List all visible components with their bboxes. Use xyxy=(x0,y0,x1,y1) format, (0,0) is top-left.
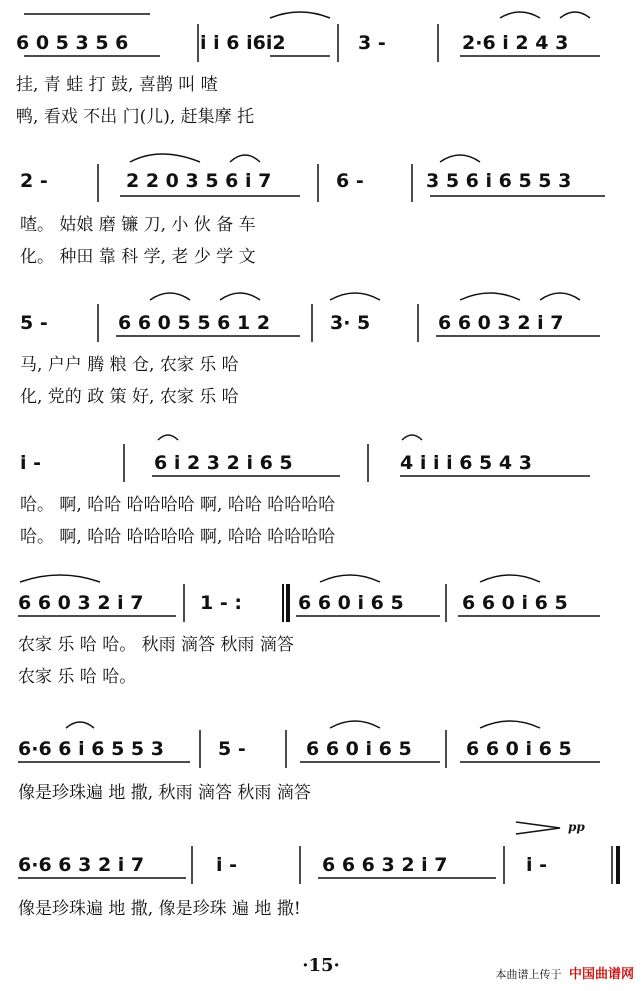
system-6-measure-2: 5 - xyxy=(218,738,246,760)
system-2-lyric-verse-1: 喳。 姑娘 磨 镰 刀, 小 伙 备 车 xyxy=(20,215,256,235)
system-4-measure-3: 4 i i i 6 5 4 3 xyxy=(400,452,532,474)
score-system-4 xyxy=(0,422,642,562)
system-4-lyric-verse-1: 哈。 啊, 哈哈 哈哈哈哈 啊, 哈哈 哈哈哈哈 xyxy=(20,495,336,515)
system-3-measure-1: 5 - xyxy=(20,312,48,334)
system-1-lyric-verse-1: 挂, 青 蛙 打 鼓, 喜鹊 叫 喳 xyxy=(16,75,218,95)
system-5-measure-2: 1 - : xyxy=(200,592,242,614)
system-1-measure-1: 6 0 5 3 5 6 xyxy=(16,32,129,54)
score-system-5 xyxy=(0,562,642,697)
system-3-measure-3: 3· 5 xyxy=(330,312,371,334)
system-7-lyric-verse-1: 像是珍珠遍 地 撒, 像是珍珠 遍 地 撒! xyxy=(18,899,301,919)
system-2-measure-2: 2 2 0 3 5 6 i 7 xyxy=(126,170,272,192)
system-1-measure-2: i i 6 i6i2 xyxy=(200,32,286,54)
score-system-7 xyxy=(0,816,642,936)
system-4-measure-2: 6 i 2 3 2 i 6 5 xyxy=(154,452,293,474)
system-1-lyric-verse-2: 鸭, 看戏 不出 门(儿), 赶集摩 托 xyxy=(16,107,255,127)
system-1-measure-3: 3 - xyxy=(358,32,386,54)
credit-label: 本曲谱上传于 xyxy=(495,968,562,981)
system-2-lyric-verse-2: 化。 种田 靠 科 学, 老 少 学 文 xyxy=(20,247,256,267)
score-system-1 xyxy=(0,0,642,140)
system-2-measure-3: 6 - xyxy=(336,170,364,192)
system-3-lyric-verse-1: 马, 户户 腾 粮 仓, 农家 乐 哈 xyxy=(20,355,239,375)
system-2-measure-4: 3 5 6 i 6 5 5 3 xyxy=(426,170,572,192)
system-6-measure-4: 6 6 0 i 6 5 xyxy=(466,738,572,760)
system-3-measure-4: 6 6 0 3 2 i 7 xyxy=(438,312,564,334)
site-logo-text: 中国曲谱网 xyxy=(568,967,634,982)
system-2-measure-1: 2 - xyxy=(20,170,48,192)
system-5-lyric-verse-2: 农家 乐 哈 哈。 xyxy=(18,667,137,687)
score-system-2 xyxy=(0,140,642,280)
system-7-measure-3: 6 6 6 3 2 i 7 xyxy=(322,854,448,876)
page-number: ·15· xyxy=(302,955,340,976)
score-system-6 xyxy=(0,706,642,816)
system-6-measure-1: 6·6 6 i 6 5 5 3 xyxy=(18,738,164,760)
system-3-lyric-verse-2: 化, 党的 政 策 好, 农家 乐 哈 xyxy=(20,387,239,407)
system-3-measure-2: 6 6 0 5 5 6 1 2 xyxy=(118,312,271,334)
system-5-measure-4: 6 6 0 i 6 5 xyxy=(462,592,568,614)
system-4-measure-1: i - xyxy=(20,452,42,474)
score-system-3 xyxy=(0,282,642,422)
dynamic-marking-pianissimo: pp xyxy=(568,820,585,834)
system-7-measure-4: i - xyxy=(526,854,548,876)
system-5-measure-3: 6 6 0 i 6 5 xyxy=(298,592,404,614)
system-1-measure-4: 2·6 i 2 4 3 xyxy=(462,32,569,54)
system-6-measure-3: 6 6 0 i 6 5 xyxy=(306,738,412,760)
system-5-measure-1: 6 6 0 3 2 i 7 xyxy=(18,592,144,614)
system-7-measure-1: 6·6 6 3 2 i 7 xyxy=(18,854,145,876)
system-7-measure-2: i - xyxy=(216,854,238,876)
system-6-lyric-verse-1: 像是珍珠遍 地 撒, 秋雨 滴答 秋雨 滴答 xyxy=(18,783,311,803)
system-4-lyric-verse-2: 哈。 啊, 哈哈 哈哈哈哈 啊, 哈哈 哈哈哈哈 xyxy=(20,527,336,547)
source-credit xyxy=(495,963,634,982)
system-5-lyric-verse-1: 农家 乐 哈 哈。 秋雨 滴答 秋雨 滴答 xyxy=(18,635,294,655)
